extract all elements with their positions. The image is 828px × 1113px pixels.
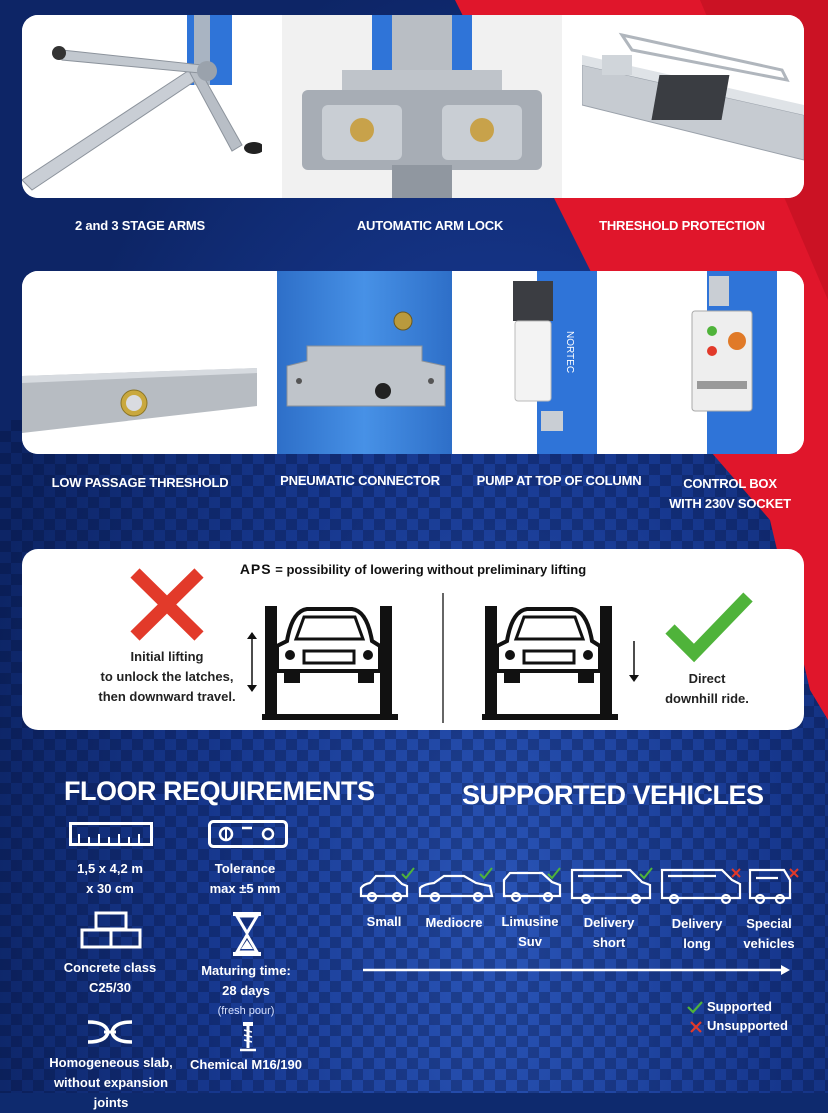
floor-concrete-text <box>40 958 180 998</box>
floor-tolerance-line1: Tolerance <box>214 861 276 876</box>
legend-supported: Supported <box>707 999 772 1014</box>
floor-size-text <box>40 859 180 899</box>
vehicle-label-mediocre-line1: Mediocre <box>425 915 483 930</box>
lift-arm-photo <box>22 15 262 198</box>
svg-text:NORTEC: NORTEC <box>564 331 575 374</box>
caption-control-box-line1: CONTROL BOX <box>683 476 777 491</box>
floor-size-line2: x 30 cm <box>86 881 134 896</box>
floor-chemical-text: Chemical M16/190 <box>189 1057 302 1072</box>
feature-card-row2 <box>22 271 804 454</box>
floor-tolerance-text <box>175 859 315 899</box>
aps-logo: APS <box>239 561 272 577</box>
cross-icon <box>127 567 207 642</box>
threshold-protection-photo <box>582 15 804 198</box>
size-scale-arrow <box>363 963 791 977</box>
aps-right-line2: downhill ride. <box>665 691 749 706</box>
vehicle-label-mediocre <box>414 913 494 933</box>
supported-vehicles-title: SUPPORTED VEHICLES <box>462 780 764 810</box>
sedan-car-icon <box>420 876 492 901</box>
caption-2-3-stage-arms: 2 and 3 STAGE ARMS <box>74 218 206 233</box>
vehicle-label-delivery-long-line2: long <box>683 936 711 951</box>
caption-control-box-line2: WITH 230V SOCKET <box>669 496 791 511</box>
caption-control-box <box>630 474 828 514</box>
floor-concrete-line2: C25/30 <box>89 980 131 995</box>
special-vehicle-icon <box>750 870 790 903</box>
anchor-bolt-icon <box>240 1022 256 1054</box>
check-icon <box>664 591 754 663</box>
slab-joint-icon <box>86 1019 134 1045</box>
vehicle-label-special-line1: Special <box>746 916 792 931</box>
up-down-arrow-icon <box>245 631 259 693</box>
mediocre-supported-check-icon <box>480 868 492 878</box>
short-van-icon <box>572 870 650 903</box>
caption-pneumatic-connector: PNEUMATIC CONNECTOR <box>280 473 440 488</box>
vehicle-label-delivery-short-line2: short <box>592 935 626 950</box>
vehicle-label-delivery-short-line1: Delivery <box>583 915 635 930</box>
aps-explanation-card <box>22 549 804 730</box>
vehicle-label-small <box>344 912 424 932</box>
special-unsupported-cross-icon <box>790 869 798 877</box>
hourglass-icon <box>230 911 264 957</box>
aps-right-line1: Direct <box>688 671 726 686</box>
caption-automatic-arm-lock: AUTOMATIC ARM LOCK <box>356 218 504 233</box>
feature-card-row1 <box>22 15 804 198</box>
aps-left-line1: Initial lifting <box>130 649 204 664</box>
vehicle-icons-row <box>358 866 818 910</box>
vehicle-label-delivery-long <box>657 914 737 954</box>
long-van-unsupported-cross-icon <box>732 869 740 877</box>
aps-left-line2: to unlock the latches, <box>100 669 234 684</box>
suv-supported-check-icon <box>548 868 560 878</box>
caption-pump-at-top: PUMP AT TOP OF COLUMN <box>476 473 642 488</box>
legend-check-icon <box>686 1000 704 1014</box>
aps-definition: = possibility of lowering without preliminary lifting <box>275 562 587 577</box>
long-van-icon <box>662 870 740 903</box>
floor-tolerance-line2: max ±5 mm <box>209 881 281 896</box>
small-car-icon <box>361 876 407 901</box>
floor-maturing-note: (fresh pour) <box>217 1005 275 1017</box>
aps-right-text <box>637 669 777 709</box>
vehicle-label-suv-line2: Suv <box>518 934 542 949</box>
vehicle-label-delivery-long-line1: Delivery <box>671 916 723 931</box>
floor-maturing-line2: 28 days <box>222 983 270 998</box>
pump-photo <box>497 271 627 454</box>
ruler-icon <box>69 822 153 846</box>
threshold-coin-photo <box>22 271 257 454</box>
arm-lock-photo <box>282 15 562 198</box>
floor-concrete-line1: Concrete class <box>63 960 157 975</box>
pneumatic-connector-photo <box>277 271 452 454</box>
floor-maturing-line1: Maturing time: <box>201 963 291 978</box>
floor-slab-line1: Homogeneous slab, <box>49 1055 173 1070</box>
floor-slab-line2: without expansion joints <box>53 1075 169 1110</box>
vehicle-label-delivery-short <box>569 913 649 953</box>
bricks-icon <box>80 911 142 949</box>
aps-left-text <box>82 647 252 707</box>
lift-with-car-icon-right <box>482 601 622 721</box>
legend-unsupported: Unsupported <box>707 1018 788 1033</box>
vehicle-label-special-line2: vehicles <box>743 936 795 951</box>
vehicle-label-special <box>729 914 809 954</box>
lift-with-car-icon-left <box>262 601 402 721</box>
level-icon <box>208 820 288 848</box>
short-van-supported-check-icon <box>640 868 652 878</box>
aps-left-line3: then downward travel. <box>98 689 236 704</box>
vehicle-label-suv <box>490 912 570 952</box>
floor-maturing-text <box>176 961 316 1021</box>
caption-low-passage-threshold: LOW PASSAGE THRESHOLD <box>51 475 229 490</box>
control-box-photo <box>662 271 804 454</box>
vehicle-label-suv-line1: Limusine <box>501 914 559 929</box>
floor-slab-text <box>35 1053 187 1113</box>
floor-size-line1: 1,5 x 4,2 m <box>77 861 143 876</box>
small-supported-check-icon <box>402 868 414 878</box>
caption-threshold-protection: THRESHOLD PROTECTION <box>599 218 765 233</box>
vehicle-label-small-line1: Small <box>366 914 402 929</box>
floor-requirements-title: FLOOR REQUIREMENTS <box>64 776 375 806</box>
aps-divider <box>442 593 444 723</box>
legend-cross-icon <box>689 1020 703 1034</box>
